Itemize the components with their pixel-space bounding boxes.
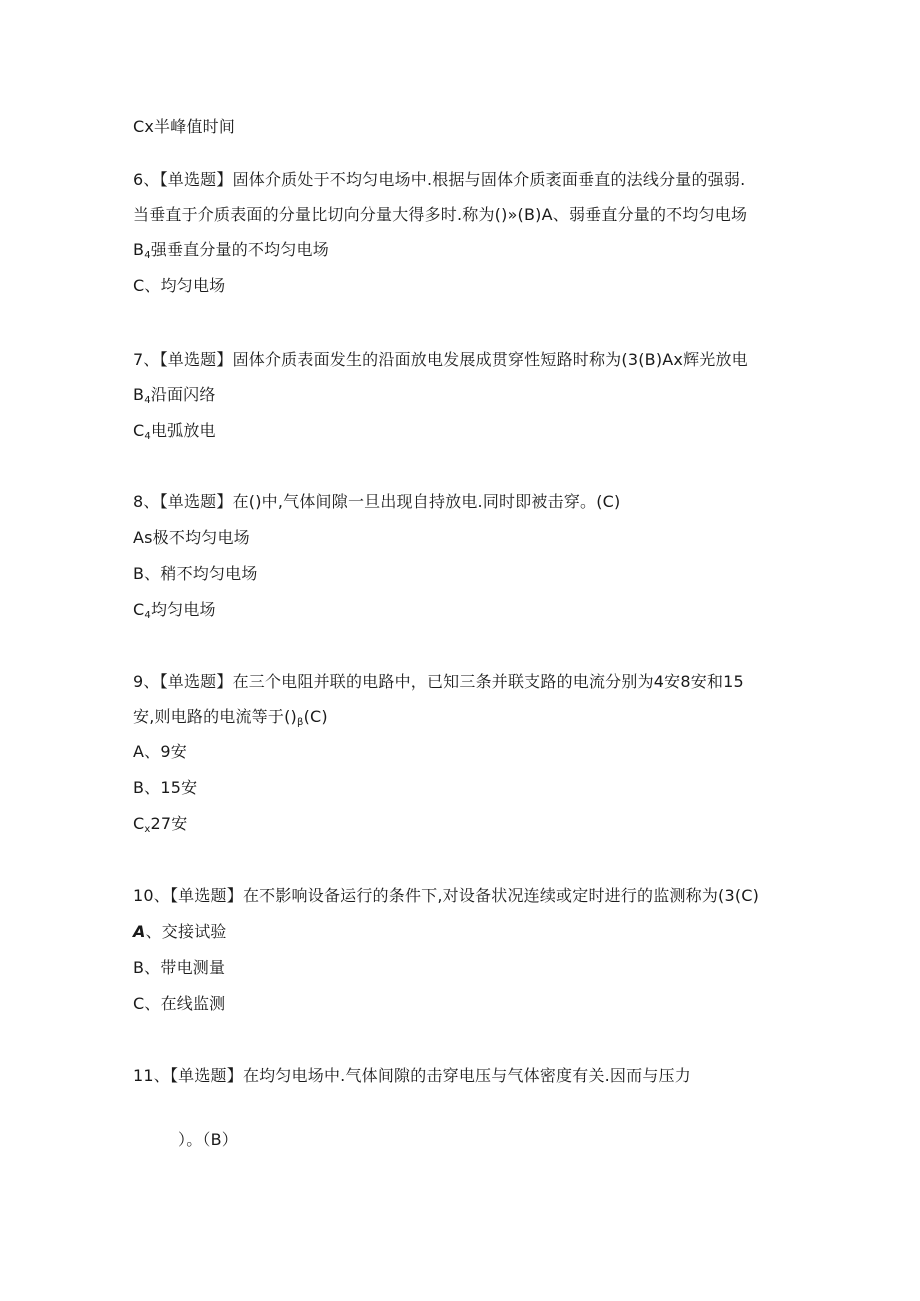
q9-option-a: A、9安 [133, 742, 187, 761]
q7-stem-line1: 7、【单选题】固体介质表面发生的沿面放电发展成贯穿性短路时称为(3(B)Ax辉光放电 [133, 350, 748, 369]
q11-stem-line2: ）。（B） [178, 1130, 238, 1149]
q9-option-c-letter: C [133, 814, 145, 833]
q10-option-a-text: 、交接试验 [145, 922, 227, 941]
q9-option-c-text: 27安 [150, 814, 188, 833]
q9-stem-line2-tail: (C) [303, 707, 328, 726]
q10-option-c: C、在线监测 [133, 994, 226, 1013]
q10-option-a-letter: A [133, 922, 146, 941]
q8-option-c-sub: 4 [144, 610, 151, 621]
q6-stem-line2: 当垂直于介质表面的分量比切向分量大得多时.称为()»(B)A、弱垂直分量的不均匀电场 [133, 205, 748, 224]
q7-option-b-letter: B [133, 385, 145, 404]
q8-option-c [133, 600, 216, 620]
q7-option-c-letter: C [133, 421, 145, 440]
q6-option-b-letter: B [133, 240, 145, 259]
q9-stem-line2-main: 安,则电路的电流等于() [133, 707, 297, 726]
q10-stem-line1: 10、【单选题】在不影响设备运行的条件下,对设备状况连续或定时进行的监测称为(3(C) [133, 886, 760, 905]
q8-option-b: B、稍不均匀电场 [133, 564, 258, 583]
q8-stem-line1: 8、【单选题】在()中,气体间隙一旦出现自持放电.同时即被击穿。(C) [133, 492, 621, 511]
q9-stem-line2 [133, 707, 328, 727]
q7-option-c-text: 电弧放电 [150, 421, 216, 440]
q10-option-b: B、带电测量 [133, 958, 226, 977]
prev-option-c: Cx半峰值时间 [133, 117, 236, 136]
q11-stem-line1: 11、【单选题】在均匀电场中.气体间隙的击穿电压与气体密度有关.因而与压力 [133, 1066, 691, 1085]
q7-option-b-sub: 4 [144, 395, 151, 406]
q7-option-c-sub: 4 [144, 431, 151, 442]
q8-option-c-text: 均匀电场 [150, 600, 216, 619]
q6-option-c: C、均匀电场 [133, 276, 226, 295]
q7-option-c [133, 421, 216, 441]
q9-stem-line2-sub: β [296, 717, 304, 728]
q7-option-b-text: 沿面闪络 [150, 385, 216, 404]
q6-option-b-text: 强垂直分量的不均匀电场 [150, 240, 329, 259]
q6-option-b-sub: 4 [144, 250, 151, 261]
q6-option-b [133, 240, 329, 260]
q8-option-c-letter: C [133, 600, 145, 619]
q9-option-b: B、15安 [133, 778, 198, 797]
q9-option-c [133, 814, 187, 834]
q7-option-b [133, 385, 216, 405]
q8-option-a: As极不均匀电场 [133, 528, 250, 547]
q10-option-a [133, 922, 227, 942]
q6-stem-line1: 6、【单选题】固体介质处于不均匀电场中.根据与固体介质袤面垂直的法线分量的强弱. [133, 170, 746, 189]
q9-option-c-sub: x [144, 824, 151, 835]
q9-stem-line1: 9、【单选题】在三个电阻并联的电路中，已知三条并联支路的电流分别为4安8安和15 [133, 672, 744, 691]
